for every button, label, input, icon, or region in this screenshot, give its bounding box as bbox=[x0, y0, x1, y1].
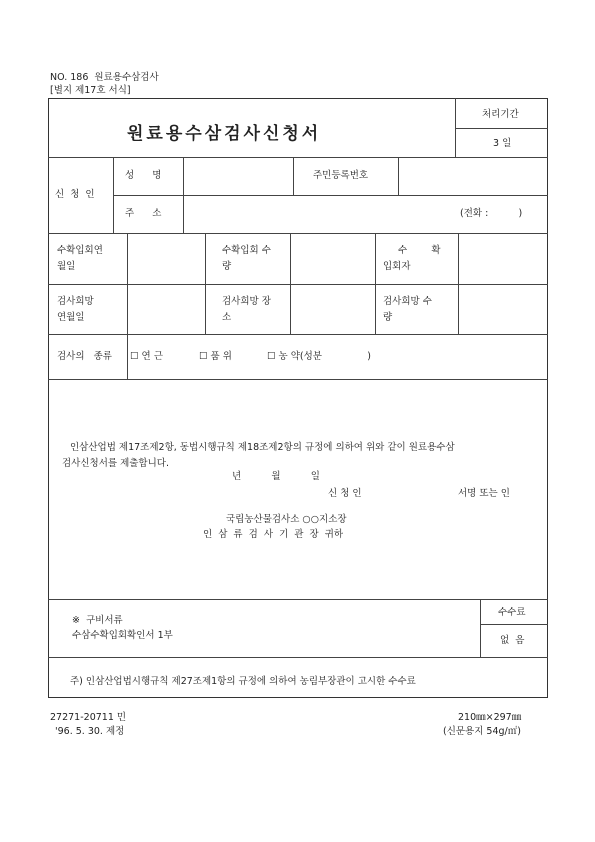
address-label: 주 소 bbox=[125, 208, 162, 219]
applicant-sign-label: 신 청 인 bbox=[328, 488, 362, 499]
harvest-quantity-field[interactable] bbox=[292, 235, 373, 282]
addressee: 인 삼 류 검 사 기 관 장 귀하 bbox=[203, 529, 344, 540]
fee-label: 수수료 bbox=[498, 607, 526, 618]
inspection-date-label-line2: 연월일 bbox=[57, 312, 85, 323]
processing-period-label: 처리기간 bbox=[482, 109, 519, 120]
witness-field[interactable] bbox=[460, 235, 546, 282]
established-date: '96. 5. 30. 제정 bbox=[55, 726, 125, 737]
inspection-type-label: 검사의 종류 bbox=[57, 351, 112, 362]
option-grade-checkbox[interactable]: ☐ 품 위 bbox=[199, 351, 232, 362]
witness-label-line1: 수 확 bbox=[398, 245, 441, 256]
office-name: 국립농산물검사소 ○○지소장 bbox=[226, 514, 347, 525]
harvest-quantity-label-line1: 수확입회 수 bbox=[222, 245, 271, 256]
sign-or-seal-label: 서명 또는 인 bbox=[458, 488, 510, 499]
inspection-quantity-field[interactable] bbox=[460, 286, 546, 332]
fee-value: 없 음 bbox=[500, 635, 525, 646]
form-code: 27271-20711 민 bbox=[50, 712, 127, 723]
phone-label: (전화 : ) bbox=[460, 208, 523, 219]
inspection-quantity-label-line1: 검사희망 수 bbox=[383, 296, 432, 307]
harvest-date-label-line1: 수확입회연 bbox=[57, 245, 103, 256]
statement-line-1: 인삼산업법 제17조제2항, 동법시행규칙 제18조제2항의 규정에 의하여 위와 같이 원료용수삼 bbox=[70, 442, 455, 453]
harvest-quantity-label-line2: 량 bbox=[222, 261, 232, 272]
form-number: [별지 제17호 서식] bbox=[50, 85, 131, 96]
harvest-date-label-line2: 월일 bbox=[57, 261, 76, 272]
date-line: 년 월 일 bbox=[232, 471, 320, 482]
harvest-date-field[interactable] bbox=[129, 235, 203, 282]
inspection-place-field[interactable] bbox=[292, 286, 373, 332]
paper-size: 210㎜×297㎜ bbox=[458, 712, 522, 723]
footnote: 주) 인삼산업법시행규칙 제27조제1항의 규정에 의하여 농림부장관이 고시한 수수료 bbox=[70, 676, 416, 687]
attachment-item: 수삼수확입회확인서 1부 bbox=[72, 630, 173, 641]
processing-period-value: 3 일 bbox=[493, 138, 512, 149]
document-number: NO. 186 원료용수삼검사 bbox=[50, 72, 159, 83]
option-year-root-checkbox[interactable]: ☐ 연 근 bbox=[130, 351, 163, 362]
paper-type: (신문용지 54g/㎡) bbox=[443, 726, 521, 737]
option-pesticide-checkbox[interactable]: ☐ 농 약(성분 ) bbox=[267, 351, 371, 362]
inspection-place-label-line2: 소 bbox=[222, 312, 232, 323]
applicant-label: 신 청 인 bbox=[55, 189, 95, 200]
attachments-title: ※ 구비서류 bbox=[72, 615, 123, 626]
inspection-place-label-line1: 검사희망 장 bbox=[222, 296, 271, 307]
inspection-date-label-line1: 검사희망 bbox=[57, 296, 94, 307]
witness-label-line2: 입회자 bbox=[383, 261, 411, 272]
inspection-date-field[interactable] bbox=[129, 286, 203, 332]
name-field[interactable] bbox=[185, 159, 291, 193]
statement-line-2: 검사신청서를 제출합니다. bbox=[62, 458, 169, 469]
address-field[interactable] bbox=[185, 197, 445, 231]
inspection-quantity-label-line2: 량 bbox=[383, 312, 393, 323]
resident-number-field[interactable] bbox=[400, 159, 546, 193]
name-label: 성 명 bbox=[125, 170, 162, 181]
resident-number-label: 주민등록번호 bbox=[313, 170, 369, 181]
form-title: 원료용수삼검사신청서 bbox=[127, 124, 322, 144]
